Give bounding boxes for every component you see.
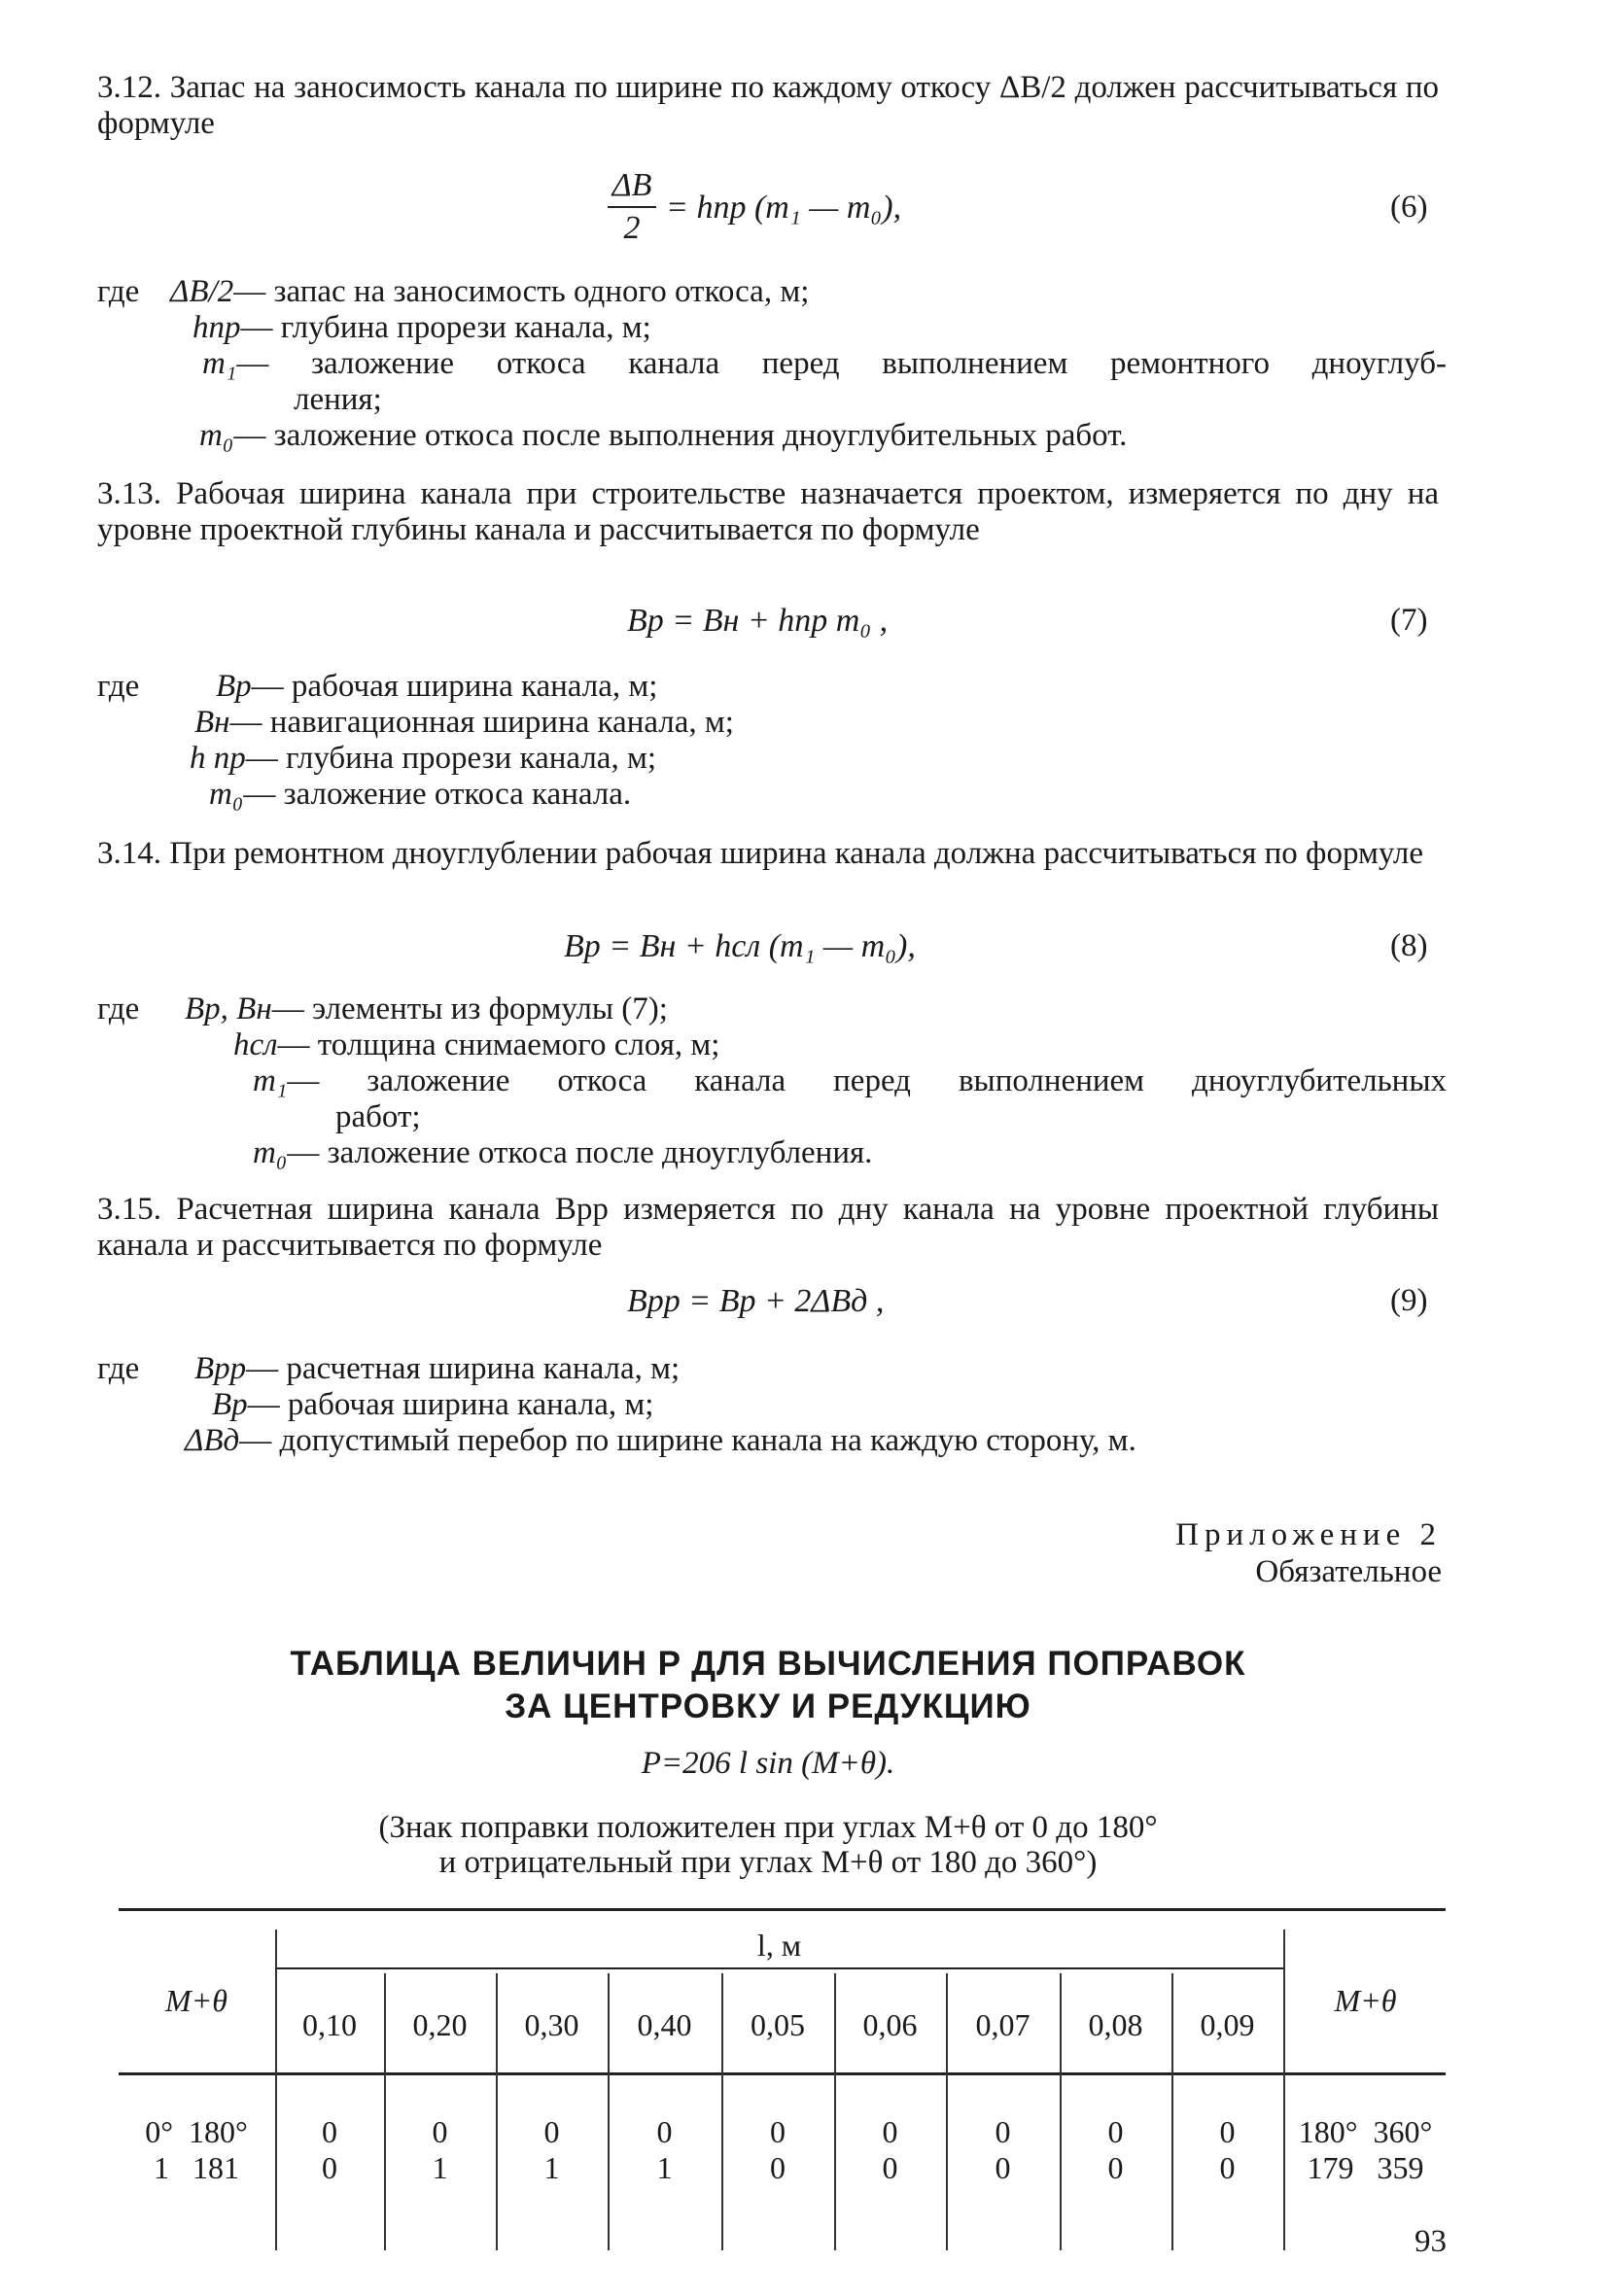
formula-8-number: (8) (1390, 928, 1428, 963)
paragraph-3-12: 3.12. Запас на заносимость канала по ширине по каждому откосу ΔB/2 должен рассчитываться по формуле (97, 70, 1439, 141)
definition-symbol: m₁ (202, 346, 237, 381)
table-cell: 0 (770, 2150, 786, 2185)
table-column-header: 0,08 (1088, 2007, 1143, 2042)
definition-text: — заложение откоса канала. (243, 777, 632, 812)
table-title-line-2: ЗА ЦЕНТРОВКУ И РЕДУКЦИЮ (505, 1687, 1031, 1725)
appendix-label: Приложение 2 (1175, 1517, 1442, 1552)
table-top-rule (119, 1908, 1446, 1911)
definition-row (253, 1135, 872, 1171)
appendix-status: Обязательное (1255, 1554, 1442, 1589)
table-column-header: 0,06 (862, 2007, 918, 2042)
definition-symbol: hсл (233, 1027, 278, 1062)
definition-row (192, 310, 651, 346)
formula-8: Bр = Bн + hсл (m₁ — m₀), (564, 928, 916, 964)
where-label-6: где (97, 274, 140, 309)
table-note-line-1: (Знак поправки положителен при углах M+θ от 0 до 180° (378, 1810, 1158, 1845)
table-cell: 1 (543, 2150, 560, 2185)
paragraph-3-13: 3.13. Рабочая ширина канала при строительстве назначается проектом, измеряется по дну на уровне проектной глубины канала и рассчитывается по формуле (97, 476, 1439, 547)
table-column-header: 0,40 (637, 2007, 692, 2042)
definition-row (194, 705, 734, 741)
table-cell: 0 (1107, 2114, 1124, 2149)
formula-6-number: (6) (1390, 190, 1428, 225)
definition-symbol: Bр (212, 1387, 248, 1422)
definition-continuation: ления; (294, 382, 382, 417)
where-label-9: где (97, 1351, 140, 1386)
table-header-rule (119, 2072, 1446, 2075)
formula-6-fraction (608, 167, 656, 247)
fraction-numerator: ΔB (611, 167, 652, 203)
table-cell: 1 (656, 2150, 673, 2185)
table-formula: P=206 l sin (M+θ). (641, 1746, 895, 1781)
table-cell: 0 (432, 2114, 448, 2149)
formula-9: Bрр = Bр + 2ΔBд , (627, 1283, 885, 1319)
definition-text: — заложение откоса после дноуглубления. (287, 1135, 873, 1170)
definition-row (233, 1027, 719, 1063)
formula-6-rhs: = hпр (m₁ — m₀), (666, 190, 902, 226)
definition-row (194, 1351, 680, 1387)
definition-text: — допустимый перебор по ширине канала на каждую сторону, м. (239, 1423, 1136, 1458)
table-cell: 0 (995, 2114, 1011, 2149)
definition-row (199, 418, 1127, 454)
table-cell: 0 (1219, 2114, 1236, 2149)
definition-text: — расчетная ширина канала, м; (246, 1351, 681, 1386)
definition-symbol: ΔBд (185, 1423, 240, 1458)
table-cell: 1 (432, 2150, 448, 2185)
formula-7: Bр = Bн + hпр m₀ , (627, 603, 889, 639)
table-title (97, 1643, 1439, 1728)
definition-text: — глубина прорези канала, м; (240, 310, 651, 345)
fraction-denominator: 2 (623, 210, 641, 246)
table-cell: 0 (770, 2114, 786, 2149)
definition-symbol: Bр, Bн (185, 991, 272, 1026)
definition-text: — запас на заносимость одного откоса, м; (233, 274, 810, 309)
table-column-header: 0,05 (751, 2007, 805, 2042)
appendix-header (1175, 1516, 1442, 1590)
table-row-label-right: 179 359 (1307, 2150, 1424, 2185)
definition-symbol: Bрр (194, 1351, 247, 1386)
table-cell: 0 (1107, 2150, 1124, 2185)
definition-text: — рабочая ширина канала, м; (247, 1387, 654, 1422)
definition-row (216, 669, 657, 705)
definition-text: — глубина прорези канала, м; (245, 741, 656, 776)
table-row-label-right: 180° 360° (1298, 2114, 1433, 2149)
table-cell: 0 (656, 2114, 673, 2149)
definition-symbol: h пр (190, 741, 246, 776)
where-label-8: где (97, 991, 140, 1026)
definition-symbol: m₁ (253, 1063, 288, 1098)
definition-text: — рабочая ширина канала, м; (251, 669, 658, 704)
definition-symbol: m₀ (253, 1135, 288, 1170)
formula-9-number: (9) (1390, 1283, 1428, 1318)
definition-symbol: hпр (192, 310, 241, 345)
definition-row (202, 346, 1447, 382)
table-cell: 0 (322, 2150, 337, 2185)
table-group-rule (275, 1967, 1283, 1969)
page-number: 93 (1415, 2224, 1447, 2259)
definition-text: — элементы из формулы (7); (271, 991, 668, 1026)
definition-row (190, 741, 656, 777)
table-column-header: 0,20 (412, 2007, 468, 2042)
definition-row (253, 1063, 1447, 1099)
fraction-bar (608, 206, 656, 208)
table-title-line-1: ТАБЛИЦА ВЕЛИЧИН P ДЛЯ ВЫЧИСЛЕНИЯ ПОПРАВОК (290, 1645, 1246, 1683)
table-header-left: M+θ (165, 1983, 227, 2018)
table-column-divider (275, 1930, 277, 2250)
table-column-header: 0,30 (524, 2007, 579, 2042)
table-column-divider (1283, 1930, 1285, 2250)
table-cell: 0 (882, 2114, 898, 2149)
definition-row (170, 274, 809, 310)
definition-text: — заложение откоса после выполнения дноуглубительных работ. (233, 418, 1128, 453)
table-row-label-left: 1 181 (154, 2150, 239, 2185)
table-cell: 0 (543, 2114, 560, 2149)
definition-symbol: Bн (194, 705, 230, 740)
definition-text: — навигационная ширина канала, м; (229, 705, 734, 740)
table-group-header: l, м (756, 1928, 802, 1963)
definition-text: — заложение откоса канала перед выполнением ремонтного дноуглуб- (236, 346, 1447, 381)
table-note-line-2: и отрицательный при углах M+θ от 180 до 360°) (438, 1845, 1098, 1880)
definition-text: — заложение откоса канала перед выполнением дноуглубительных (287, 1063, 1447, 1098)
table-column-header: 0,07 (975, 2007, 1031, 2042)
definition-row (185, 991, 668, 1027)
definition-row (209, 777, 631, 813)
table-cell: 0 (995, 2150, 1011, 2185)
table-header-right: M+θ (1334, 1983, 1397, 2018)
paragraph-3-14: 3.14. При ремонтном дноуглублении рабочая ширина канала должна рассчитываться по формуле (97, 836, 1423, 871)
definition-symbol: m₀ (209, 777, 244, 812)
table-cell: 0 (1219, 2150, 1236, 2185)
definition-row (212, 1387, 653, 1423)
definition-text: — толщина снимаемого слоя, м; (277, 1027, 720, 1062)
table-row-label-left: 0° 180° (145, 2114, 248, 2149)
formula-7-number: (7) (1390, 603, 1428, 638)
definition-row (185, 1423, 1136, 1459)
definition-symbol: m₀ (199, 418, 234, 453)
table-cell: 0 (882, 2150, 898, 2185)
table-column-header: 0,10 (302, 2007, 357, 2042)
paragraph-3-15: 3.15. Расчетная ширина канала Bрр измеряется по дну канала на уровне проектной глубины канала и рассчитывается по формуле (97, 1192, 1439, 1263)
table-column-header: 0,09 (1200, 2007, 1255, 2042)
definition-continuation: работ; (335, 1099, 421, 1134)
definition-symbol: ΔB/2 (170, 274, 234, 309)
definition-symbol: Bр (216, 669, 252, 704)
table-cell: 0 (322, 2114, 337, 2149)
where-label-7: где (97, 669, 140, 704)
